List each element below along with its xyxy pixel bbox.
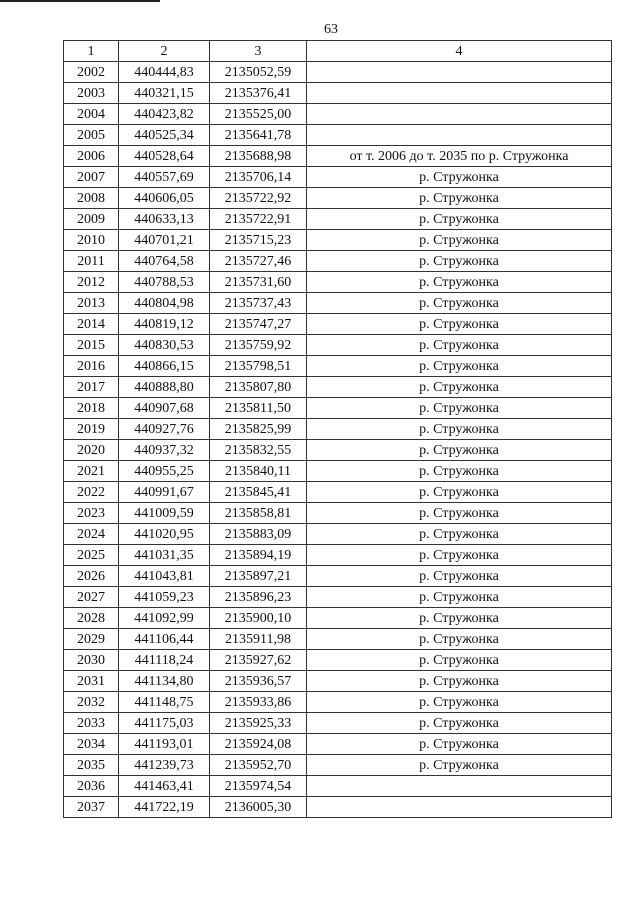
x-coordinate-cell: 441722,19	[119, 797, 210, 818]
description-cell: р. Стружонка	[307, 734, 612, 755]
point-number-cell: 2004	[64, 104, 119, 125]
x-coordinate-cell: 441193,01	[119, 734, 210, 755]
column-header-1: 1	[64, 41, 119, 62]
x-coordinate-cell: 441059,23	[119, 587, 210, 608]
point-number-cell: 2005	[64, 125, 119, 146]
y-coordinate-cell: 2135911,98	[210, 629, 307, 650]
point-number-cell: 2006	[64, 146, 119, 167]
point-number-cell: 2012	[64, 272, 119, 293]
table-body	[64, 62, 612, 818]
y-coordinate-cell: 2135900,10	[210, 608, 307, 629]
point-number-cell: 2032	[64, 692, 119, 713]
description-cell: р. Стружонка	[307, 503, 612, 524]
y-coordinate-cell: 2135840,11	[210, 461, 307, 482]
description-cell: р. Стружонка	[307, 188, 612, 209]
table-row	[64, 440, 612, 461]
description-cell: р. Стружонка	[307, 755, 612, 776]
x-coordinate-cell: 441463,41	[119, 776, 210, 797]
table-header-row	[64, 41, 612, 62]
x-coordinate-cell: 440525,34	[119, 125, 210, 146]
column-header-3: 3	[210, 41, 307, 62]
x-coordinate-cell: 441020,95	[119, 524, 210, 545]
point-number-cell: 2015	[64, 335, 119, 356]
x-coordinate-cell: 440788,53	[119, 272, 210, 293]
x-coordinate-cell: 440804,98	[119, 293, 210, 314]
table-row	[64, 398, 612, 419]
x-coordinate-cell: 440633,13	[119, 209, 210, 230]
description-cell: р. Стружонка	[307, 629, 612, 650]
y-coordinate-cell: 2135641,78	[210, 125, 307, 146]
table-row	[64, 83, 612, 104]
description-cell: р. Стружонка	[307, 482, 612, 503]
y-coordinate-cell: 2135525,00	[210, 104, 307, 125]
x-coordinate-cell: 440866,15	[119, 356, 210, 377]
point-number-cell: 2002	[64, 62, 119, 83]
point-number-cell: 2009	[64, 209, 119, 230]
table-row	[64, 503, 612, 524]
point-number-cell: 2036	[64, 776, 119, 797]
table-row	[64, 608, 612, 629]
x-coordinate-cell: 440528,64	[119, 146, 210, 167]
table-row	[64, 188, 612, 209]
y-coordinate-cell: 2135052,59	[210, 62, 307, 83]
column-header-2: 2	[119, 41, 210, 62]
table-row	[64, 482, 612, 503]
description-cell	[307, 83, 612, 104]
point-number-cell: 2016	[64, 356, 119, 377]
description-cell: р. Стружонка	[307, 713, 612, 734]
y-coordinate-cell: 2135974,54	[210, 776, 307, 797]
x-coordinate-cell: 440819,12	[119, 314, 210, 335]
point-number-cell: 2007	[64, 167, 119, 188]
table-row	[64, 650, 612, 671]
point-number-cell: 2024	[64, 524, 119, 545]
x-coordinate-cell: 440764,58	[119, 251, 210, 272]
table-row	[64, 587, 612, 608]
point-number-cell: 2031	[64, 671, 119, 692]
page-number: 63	[324, 22, 338, 37]
x-coordinate-cell: 440937,32	[119, 440, 210, 461]
y-coordinate-cell: 2135925,33	[210, 713, 307, 734]
description-cell	[307, 776, 612, 797]
table-row	[64, 692, 612, 713]
description-cell: р. Стружонка	[307, 398, 612, 419]
description-cell: р. Стружонка	[307, 650, 612, 671]
y-coordinate-cell: 2135825,99	[210, 419, 307, 440]
description-cell: р. Стружонка	[307, 314, 612, 335]
point-number-cell: 2008	[64, 188, 119, 209]
point-number-cell: 2019	[64, 419, 119, 440]
description-cell	[307, 125, 612, 146]
table-row	[64, 629, 612, 650]
y-coordinate-cell: 2135952,70	[210, 755, 307, 776]
description-cell: р. Стружонка	[307, 419, 612, 440]
y-coordinate-cell: 2135722,92	[210, 188, 307, 209]
x-coordinate-cell: 440955,25	[119, 461, 210, 482]
description-cell: от т. 2006 до т. 2035 по р. Стружонка	[307, 146, 612, 167]
x-coordinate-cell: 441043,81	[119, 566, 210, 587]
point-number-cell: 2014	[64, 314, 119, 335]
x-coordinate-cell: 441009,59	[119, 503, 210, 524]
description-cell: р. Стружонка	[307, 671, 612, 692]
table-row	[64, 524, 612, 545]
description-cell: р. Стружонка	[307, 608, 612, 629]
description-cell: р. Стружонка	[307, 356, 612, 377]
point-number-cell: 2030	[64, 650, 119, 671]
description-cell: р. Стружонка	[307, 377, 612, 398]
point-number-cell: 2021	[64, 461, 119, 482]
description-cell: р. Стружонка	[307, 209, 612, 230]
table-row	[64, 209, 612, 230]
y-coordinate-cell: 2135737,43	[210, 293, 307, 314]
x-coordinate-cell: 441134,80	[119, 671, 210, 692]
x-coordinate-cell: 440830,53	[119, 335, 210, 356]
table-row	[64, 230, 612, 251]
description-cell: р. Стружонка	[307, 461, 612, 482]
coordinates-table	[63, 40, 612, 818]
x-coordinate-cell: 440444,83	[119, 62, 210, 83]
y-coordinate-cell: 2135706,14	[210, 167, 307, 188]
description-cell: р. Стружонка	[307, 566, 612, 587]
x-coordinate-cell: 440321,15	[119, 83, 210, 104]
point-number-cell: 2027	[64, 587, 119, 608]
point-number-cell: 2023	[64, 503, 119, 524]
y-coordinate-cell: 2135894,19	[210, 545, 307, 566]
table-row	[64, 566, 612, 587]
table-row	[64, 377, 612, 398]
table-row	[64, 335, 612, 356]
table-row	[64, 104, 612, 125]
table-row	[64, 356, 612, 377]
description-cell	[307, 104, 612, 125]
x-coordinate-cell: 441239,73	[119, 755, 210, 776]
table-row	[64, 461, 612, 482]
x-coordinate-cell: 440701,21	[119, 230, 210, 251]
description-cell	[307, 62, 612, 83]
y-coordinate-cell: 2135883,09	[210, 524, 307, 545]
table-row	[64, 755, 612, 776]
description-cell: р. Стружонка	[307, 230, 612, 251]
description-cell: р. Стружонка	[307, 335, 612, 356]
point-number-cell: 2010	[64, 230, 119, 251]
description-cell: р. Стружонка	[307, 167, 612, 188]
point-number-cell: 2018	[64, 398, 119, 419]
x-coordinate-cell: 440888,80	[119, 377, 210, 398]
y-coordinate-cell: 2135897,21	[210, 566, 307, 587]
description-cell: р. Стружонка	[307, 251, 612, 272]
point-number-cell: 2013	[64, 293, 119, 314]
column-header-4: 4	[307, 41, 612, 62]
y-coordinate-cell: 2135927,62	[210, 650, 307, 671]
x-coordinate-cell: 440991,67	[119, 482, 210, 503]
point-number-cell: 2022	[64, 482, 119, 503]
table-row	[64, 125, 612, 146]
description-cell: р. Стружонка	[307, 272, 612, 293]
description-cell: р. Стружонка	[307, 545, 612, 566]
y-coordinate-cell: 2136005,30	[210, 797, 307, 818]
point-number-cell: 2020	[64, 440, 119, 461]
point-number-cell: 2029	[64, 629, 119, 650]
y-coordinate-cell: 2135727,46	[210, 251, 307, 272]
y-coordinate-cell: 2135731,60	[210, 272, 307, 293]
y-coordinate-cell: 2135936,57	[210, 671, 307, 692]
table-row	[64, 713, 612, 734]
point-number-cell: 2034	[64, 734, 119, 755]
y-coordinate-cell: 2135376,41	[210, 83, 307, 104]
description-cell: р. Стружонка	[307, 440, 612, 461]
description-cell: р. Стружонка	[307, 293, 612, 314]
table-row	[64, 272, 612, 293]
table-row	[64, 314, 612, 335]
point-number-cell: 2033	[64, 713, 119, 734]
x-coordinate-cell: 441092,99	[119, 608, 210, 629]
x-coordinate-cell: 441031,35	[119, 545, 210, 566]
x-coordinate-cell: 440606,05	[119, 188, 210, 209]
description-cell: р. Стружонка	[307, 587, 612, 608]
description-cell: р. Стружонка	[307, 692, 612, 713]
table-row	[64, 419, 612, 440]
y-coordinate-cell: 2135933,86	[210, 692, 307, 713]
point-number-cell: 2026	[64, 566, 119, 587]
y-coordinate-cell: 2135924,08	[210, 734, 307, 755]
x-coordinate-cell: 441106,44	[119, 629, 210, 650]
table-row	[64, 293, 612, 314]
point-number-cell: 2017	[64, 377, 119, 398]
point-number-cell: 2003	[64, 83, 119, 104]
x-coordinate-cell: 441118,24	[119, 650, 210, 671]
table-row	[64, 62, 612, 83]
x-coordinate-cell: 440927,76	[119, 419, 210, 440]
point-number-cell: 2011	[64, 251, 119, 272]
x-coordinate-cell: 440907,68	[119, 398, 210, 419]
table-row	[64, 671, 612, 692]
y-coordinate-cell: 2135807,80	[210, 377, 307, 398]
x-coordinate-cell: 440423,82	[119, 104, 210, 125]
top-rule	[0, 0, 160, 2]
point-number-cell: 2028	[64, 608, 119, 629]
y-coordinate-cell: 2135722,91	[210, 209, 307, 230]
table-row	[64, 146, 612, 167]
y-coordinate-cell: 2135747,27	[210, 314, 307, 335]
point-number-cell: 2025	[64, 545, 119, 566]
y-coordinate-cell: 2135858,81	[210, 503, 307, 524]
point-number-cell: 2035	[64, 755, 119, 776]
x-coordinate-cell: 441148,75	[119, 692, 210, 713]
table-row	[64, 251, 612, 272]
description-cell: р. Стружонка	[307, 524, 612, 545]
description-cell	[307, 797, 612, 818]
x-coordinate-cell: 440557,69	[119, 167, 210, 188]
y-coordinate-cell: 2135688,98	[210, 146, 307, 167]
point-number-cell: 2037	[64, 797, 119, 818]
x-coordinate-cell: 441175,03	[119, 713, 210, 734]
table-row	[64, 545, 612, 566]
y-coordinate-cell: 2135845,41	[210, 482, 307, 503]
y-coordinate-cell: 2135896,23	[210, 587, 307, 608]
table-row	[64, 734, 612, 755]
y-coordinate-cell: 2135832,55	[210, 440, 307, 461]
y-coordinate-cell: 2135798,51	[210, 356, 307, 377]
table-row	[64, 797, 612, 818]
y-coordinate-cell: 2135759,92	[210, 335, 307, 356]
y-coordinate-cell: 2135811,50	[210, 398, 307, 419]
table-row	[64, 167, 612, 188]
y-coordinate-cell: 2135715,23	[210, 230, 307, 251]
table-row	[64, 776, 612, 797]
